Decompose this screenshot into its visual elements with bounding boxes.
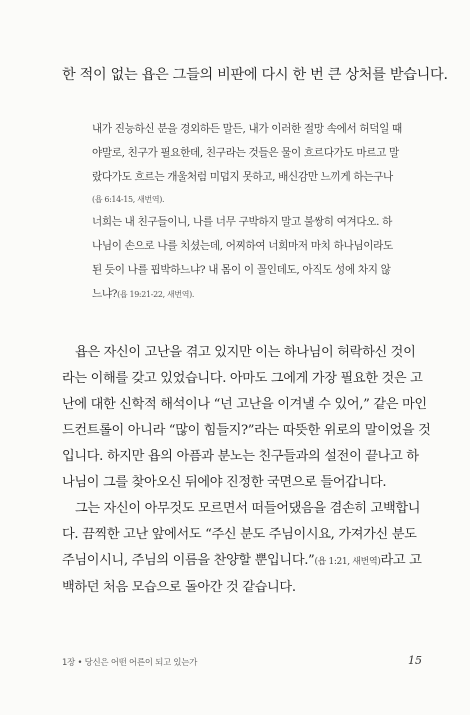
quote-line: 야말로, 친구가 필요한데, 친구라는 것들은 물이 흐르다가도 마르고 말 xyxy=(92,147,399,159)
body-line: 입니다. 하지만 욥의 아픔과 분노는 친구들과의 설전이 끝나고 하 xyxy=(62,449,419,464)
body-line: 나님이 그를 찾아오신 뒤에야 진정한 국면으로 들어갑니다. xyxy=(62,475,387,490)
page-footer xyxy=(62,656,422,670)
body-line: 욥은 자신이 고난을 겪고 있지만 이는 하나님이 허락하신 것이 xyxy=(75,345,416,360)
page-number: 15 xyxy=(408,654,422,667)
body-text-span: 주님이시니, 주님의 이름을 찬양할 뿐입니다.” xyxy=(62,553,315,568)
body-line: 라는 이해를 갖고 있었습니다. 아마도 그에게 가장 필요한 것은 고 xyxy=(62,371,423,386)
scripture-quote-block xyxy=(92,117,417,307)
quote-line: 내가 진능하신 분을 경외하든 말든, 내가 이러한 절망 속에서 허덕일 때 xyxy=(92,123,402,135)
quote-text: 느냐? xyxy=(92,288,118,300)
body-line: 그는 자신이 아무것도 모르면서 떠들어댔음을 겸손히 고백합니 xyxy=(75,501,421,516)
body-paragraph xyxy=(62,496,430,601)
top-line: 한 적이 없는 욥은 그들의 비판에 다시 한 번 큰 상처를 받습니다. xyxy=(62,67,448,83)
body-line: 백하던 처음 모습으로 돌아간 것 같습니다. xyxy=(62,580,296,595)
body-line: 난에 대한 신학적 해석이나 “넌 고난을 이겨낼 수 있어,” 같은 마인 xyxy=(62,397,427,412)
scripture-reference: (욥 1:21, 새번역) xyxy=(314,557,381,567)
body-text-span: 라고 고 xyxy=(380,553,422,568)
body-line xyxy=(62,548,430,575)
quote-paragraph xyxy=(92,117,417,210)
quote-line: 너희는 내 친구들이니, 나를 너무 구박하지 말고 불쌍히 여겨다오. 하 xyxy=(92,216,393,228)
quote-paragraph xyxy=(92,210,417,307)
quote-line xyxy=(92,282,417,307)
scripture-reference: (욥 6:14-15, 새번역). xyxy=(92,195,165,204)
quote-line: 나님이 손으로 나를 치셨는데, 어찌하여 너희마저 마치 하나님이라도 xyxy=(92,240,393,252)
quote-line: 랐다가도 흐르는 개울처럼 미덥지 못하고, 배신감만 느끼게 하는구나 xyxy=(92,171,393,183)
body-paragraph xyxy=(62,340,430,496)
body-text xyxy=(62,340,430,601)
quote-line xyxy=(92,189,417,210)
body-line: 드컨트롤이 아니라 “많이 힘들지?”라는 따뜻한 위로의 말이었을 것 xyxy=(62,423,431,438)
scripture-reference: (욥 19:21-22, 새번역). xyxy=(117,290,195,299)
quote-line: 된 듯이 나를 핍박하느냐? 내 몸이 이 꼴인데도, 아직도 성에 차지 않 xyxy=(92,264,391,276)
running-head: 1장 • 당신은 어떤 어른이 되고 있는가 xyxy=(62,657,198,667)
body-line: 다. 끔찍한 고난 앞에서도 “주신 분도 주님이시요, 가져가신 분도 xyxy=(62,527,417,542)
